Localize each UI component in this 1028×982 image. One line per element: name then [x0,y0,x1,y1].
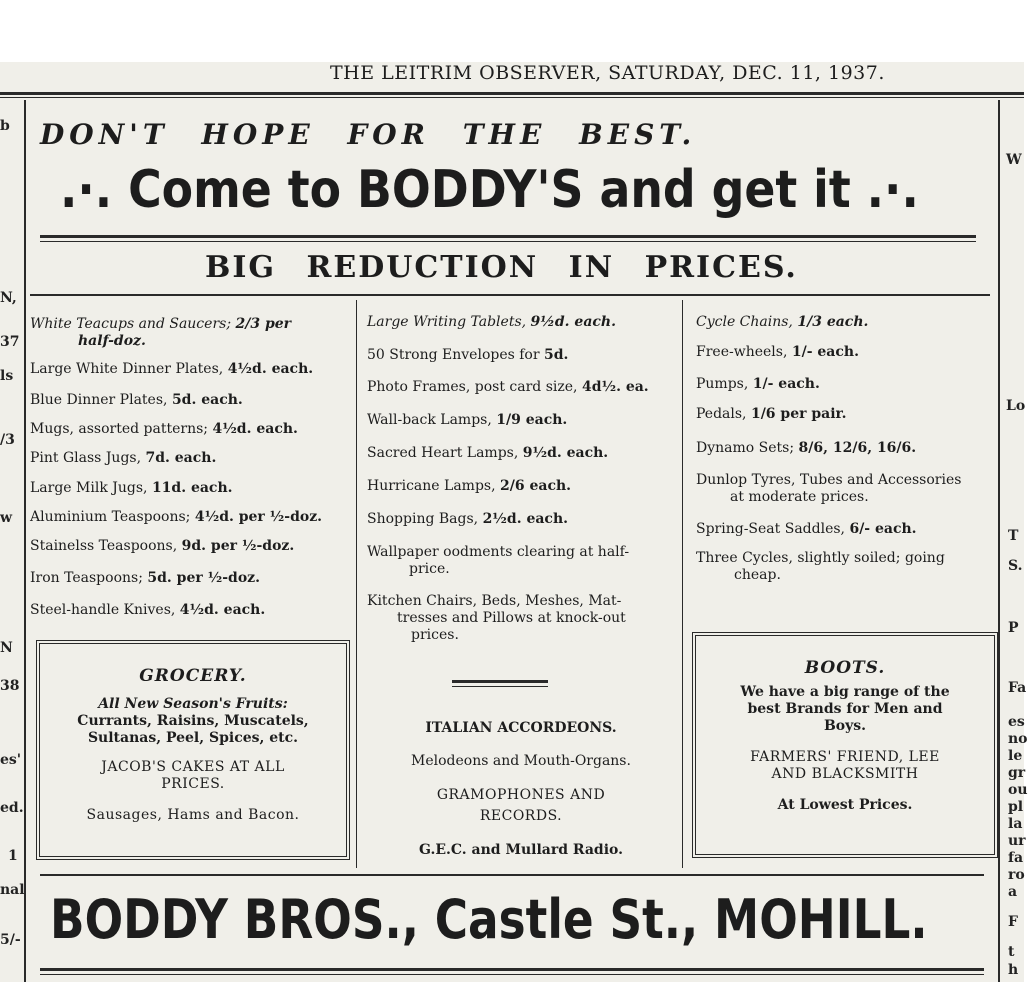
list-item: Aluminium Teaspoons; 4½d. per ½-doz. [30,509,323,525]
list-item: Large White Dinner Plates, 4½d. each. [30,361,314,377]
edge-text: es' [0,752,22,768]
edge-text: nal [0,882,25,898]
boots-line: best Brands for Men and [747,701,943,717]
list-item: Three Cycles, slightly soiled; going cheap. [696,550,945,583]
list-item: Dynamo Sets; 8/6, 12/6, 16/6. [696,440,917,456]
grocery-box [36,640,350,860]
edge-text: b [0,118,10,134]
list-item: Pint Glass Jugs, 7d. each. [30,450,217,466]
edge-text: la [1008,816,1023,832]
edge-text: ls [0,368,14,384]
edge-text: ou [1008,782,1028,798]
grocery-line: PRICES. [161,776,225,792]
edge-text: 38 [0,678,20,694]
boots-line: We have a big range of the [740,684,950,700]
edge-text: a [1008,884,1018,900]
headline-big-reduction: BIG REDUCTION IN PRICES. [205,250,798,285]
list-item: Cycle Chains, 1/3 each. [696,314,869,330]
list-item: Hurricane Lamps, 2/6 each. [367,478,572,494]
list-item: Blue Dinner Plates, 5d. each. [30,392,243,408]
list-item: Free-wheels, 1/- each. [696,344,859,360]
ornament-rule-thin [452,686,548,687]
accordeons-heading: ITALIAN ACCORDEONS. [425,720,617,736]
edge-text: no [1008,731,1028,747]
boots-box [692,632,998,858]
list-item: Dunlop Tyres, Tubes and Accessories at moderate prices. [696,472,962,505]
edge-text: T [1008,528,1019,544]
edge-text: h [1008,962,1019,978]
list-item: Mugs, assorted patterns; 4½d. each. [30,421,298,437]
edge-text: /3 [0,432,15,448]
grocery-line: Currants, Raisins, Muscatels, [77,713,309,729]
edge-text: ur [1008,833,1026,849]
list-item: Stainelss Teaspoons, 9d. per ½-doz. [30,538,295,554]
grocery-line: JACOB'S CAKES AT ALL [101,759,285,775]
boots-line: At Lowest Prices. [777,797,913,813]
edge-text: 5/- [0,932,21,948]
list-item: Spring-Seat Saddles, 6/- each. [696,521,917,537]
radio-text: G.E.C. and Mullard Radio. [419,842,623,858]
headline-dont-hope: DON'T HOPE FOR THE BEST. [40,118,697,151]
boots-title: BOOTS. [804,658,886,678]
edge-text: P [1008,620,1019,636]
edge-text: w [0,510,13,526]
edge-text: ed. [0,800,24,816]
edge-text: N, [0,290,17,306]
edge-text: fa [1008,850,1024,866]
grocery-title: GROCERY. [139,666,247,686]
list-item: Kitchen Chairs, Beds, Meshes, Mat- tresses and Pillows at knock-out prices. [367,593,626,643]
list-item: Pedals, 1/6 per pair. [696,406,847,422]
edge-text: le [1008,748,1023,764]
edge-text: F [1008,914,1018,930]
gramophones-text: GRAMOPHONES AND [436,787,606,803]
list-item: Steel-handle Knives, 4½d. each. [30,602,266,618]
edge-text: Lo [1006,398,1026,414]
list-item: Sacred Heart Lamps, 9½d. each. [367,445,609,461]
edge-text: t [1008,944,1015,960]
edge-text: Fa [1008,680,1027,696]
edge-text: S. [1008,558,1023,574]
boots-line: AND BLACKSMITH [771,766,919,782]
masthead: THE LEITRIM OBSERVER, SATURDAY, DEC. 11, 1937. [330,62,885,84]
list-item: Wall-back Lamps, 1/9 each. [367,412,568,428]
edge-text: W [1006,152,1022,168]
headline-come-to-boddys: .·. Come to BODDY'S and get it .·. [60,160,919,220]
masthead-rule [0,92,1024,95]
records-text: RECORDS. [479,808,563,824]
section-rule [30,294,990,296]
list-item: Large Milk Jugs, 11d. each. [30,480,233,496]
list-item: Shopping Bags, 2½d. each. [367,511,568,527]
masthead-rule-thin [0,97,1024,98]
list-item: White Teacups and Saucers; 2/3 per half-doz. [30,316,292,349]
edge-text: 1 [8,848,18,864]
list-item: Iron Teaspoons; 5d. per ½-doz. [30,570,260,586]
list-item: 50 Strong Envelopes for 5d. [367,347,569,363]
boots-line: FARMERS' FRIEND, LEE [750,749,940,765]
list-item: Large Writing Tablets, 9½d. each. [367,314,616,330]
column-divider-right [682,300,683,868]
footer-rule-bottom-thin [40,974,984,975]
edge-text: es [1008,714,1025,730]
ornament-rule [452,680,548,683]
footer-rule-top [40,874,984,876]
footer-boddy-bros: BODDY BROS., Castle St., MOHILL. [50,888,928,951]
edge-text: gr [1008,765,1026,781]
edge-text: 37 [0,334,20,350]
list-item: Photo Frames, post card size, 4d½. ea. [367,379,649,395]
footer-rule-bottom [40,968,984,971]
edge-text: N [0,640,13,656]
grocery-line: Sausages, Hams and Bacon. [86,807,300,823]
column-divider-left [356,300,357,868]
edge-text: ro [1008,867,1025,883]
boots-line: Boys. [823,718,867,734]
grocery-line: Sultanas, Peel, Spices, etc. [87,730,299,746]
headline-rule [40,235,976,238]
list-item: Pumps, 1/- each. [696,376,820,392]
list-item: Wallpaper oodments clearing at half- price. [367,544,630,577]
grocery-line: All New Season's Fruits: [98,696,288,712]
headline-rule-thin [40,241,976,242]
melodeons-text: Melodeons and Mouth-Organs. [411,753,631,769]
edge-text: pl [1008,799,1024,815]
